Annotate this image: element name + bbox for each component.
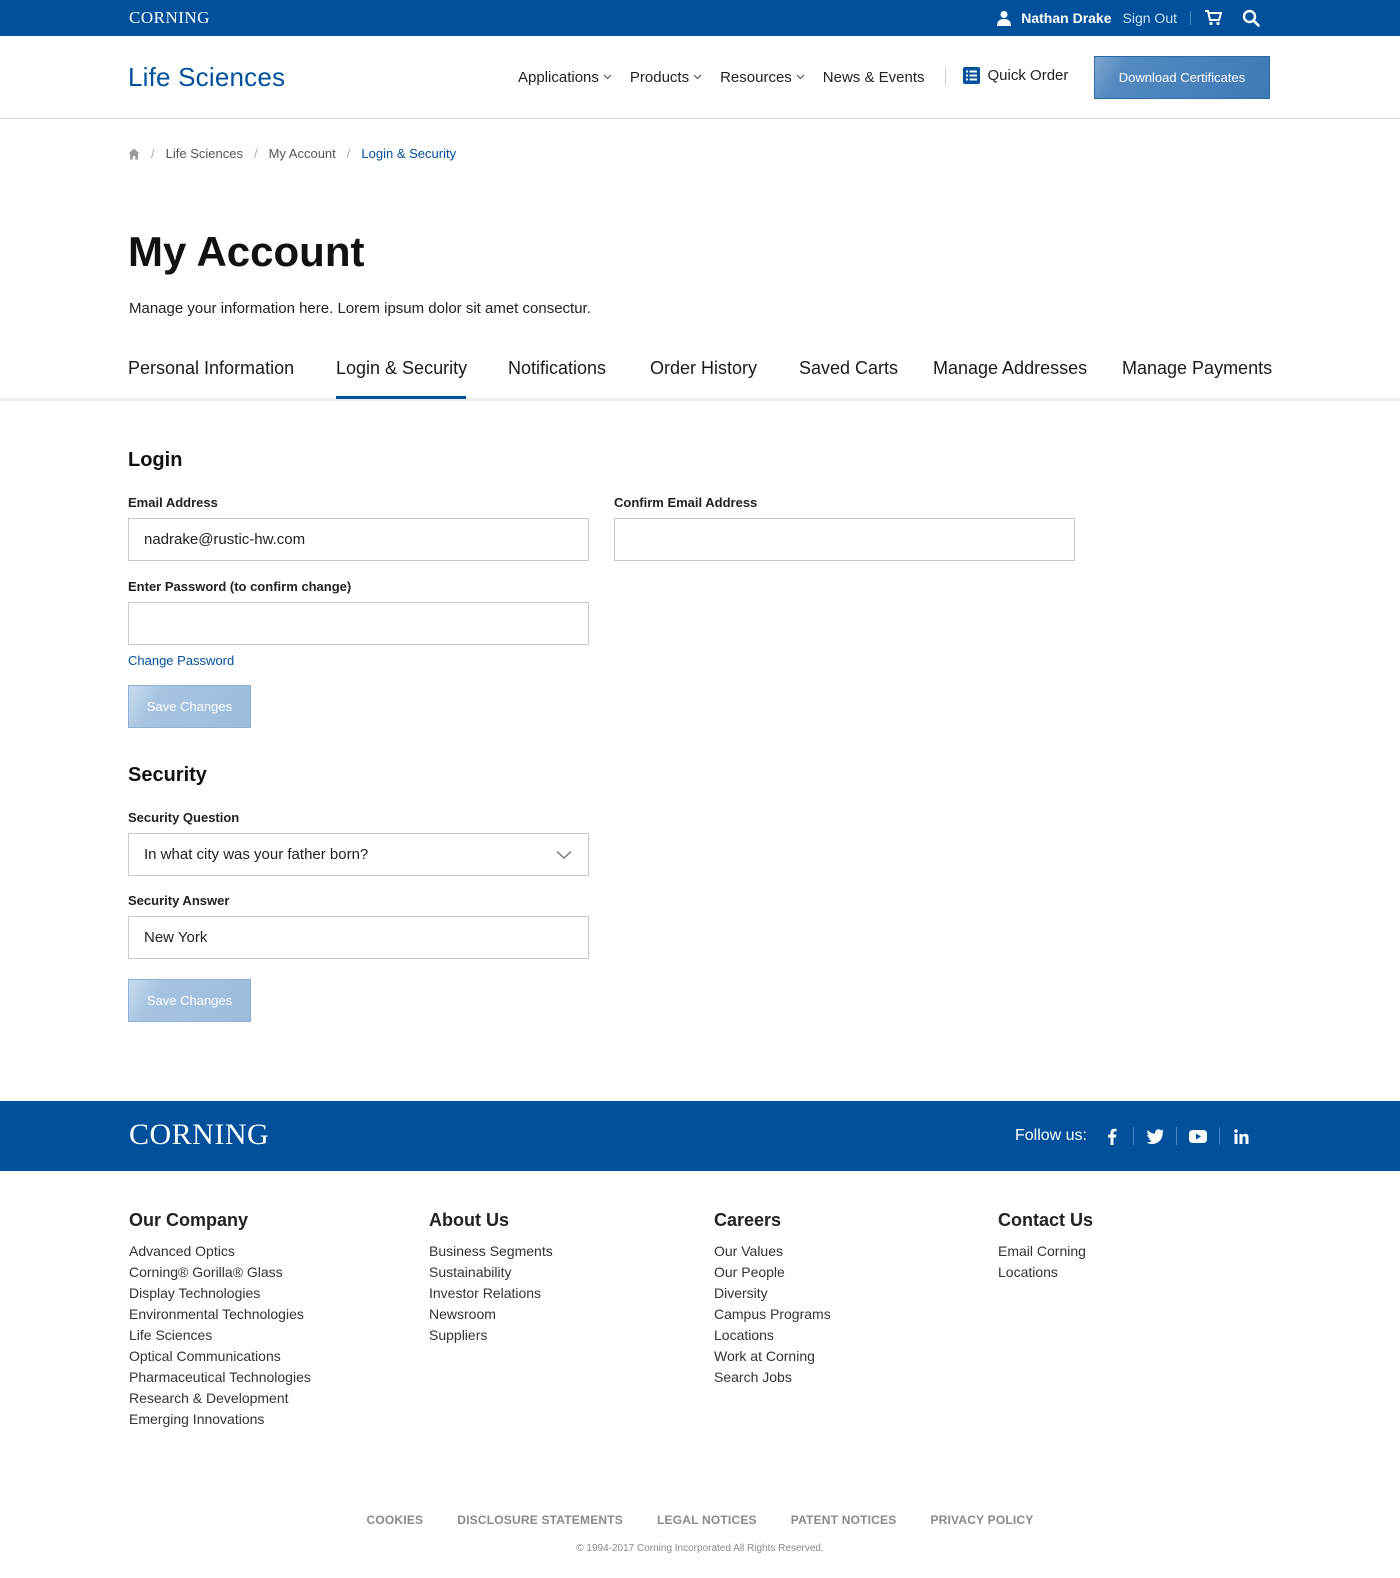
nav-products[interactable] bbox=[630, 69, 702, 86]
tab-notifications[interactable]: Notifications bbox=[508, 358, 607, 378]
main-nav bbox=[518, 68, 1068, 86]
chevron-down-icon bbox=[556, 850, 572, 860]
footer-link[interactable]: Corning® Gorilla® Glass bbox=[129, 1264, 283, 1280]
legal-link[interactable]: PATENT NOTICES bbox=[790, 1513, 897, 1527]
user-area bbox=[996, 0, 1260, 36]
cart-icon[interactable] bbox=[1204, 10, 1222, 26]
security-question-select[interactable] bbox=[128, 833, 589, 876]
breadcrumb-current[interactable]: Login & Security bbox=[361, 146, 457, 161]
nav-resources[interactable] bbox=[720, 69, 805, 86]
security-section-title: Security bbox=[128, 764, 207, 786]
twitter-icon[interactable] bbox=[1146, 1127, 1164, 1145]
footer-column-title: Careers bbox=[714, 1210, 782, 1230]
nav-label: News & Events bbox=[822, 68, 925, 86]
change-password-link[interactable]: Change Password bbox=[128, 653, 235, 668]
breadcrumb-separator: / bbox=[346, 146, 351, 161]
chevron-down-icon bbox=[693, 74, 702, 80]
footer-link[interactable]: Sustainability bbox=[429, 1264, 512, 1280]
nav-applications[interactable] bbox=[518, 69, 612, 86]
corning-logo[interactable]: CORNING bbox=[129, 8, 210, 27]
breadcrumb-item[interactable]: My Account bbox=[268, 146, 336, 161]
legal-links bbox=[0, 1513, 1400, 1527]
legal-link[interactable]: LEGAL NOTICES bbox=[657, 1513, 757, 1527]
footer-link[interactable]: Newsroom bbox=[429, 1306, 496, 1322]
divider bbox=[1219, 1127, 1220, 1145]
breadcrumb-separator: / bbox=[151, 146, 155, 161]
sign-out-link[interactable]: Sign Out bbox=[1122, 10, 1177, 26]
user-icon[interactable] bbox=[996, 10, 1012, 26]
breadcrumb bbox=[128, 146, 456, 161]
divider bbox=[1190, 11, 1191, 25]
login-section-title: Login bbox=[128, 449, 183, 471]
nav-divider bbox=[945, 68, 946, 86]
account-tabs bbox=[0, 352, 1400, 401]
nav-label: Applications bbox=[518, 68, 599, 86]
footer-link[interactable]: Business Segments bbox=[429, 1243, 553, 1259]
follow-us bbox=[1015, 1101, 1250, 1171]
footer-link[interactable]: Locations bbox=[714, 1327, 774, 1343]
breadcrumb-item[interactable]: Life Sciences bbox=[165, 146, 243, 161]
confirm-email-label: Confirm Email Address bbox=[614, 495, 758, 510]
security-save-button[interactable]: Save Changes bbox=[128, 979, 251, 1022]
search-icon[interactable] bbox=[1242, 9, 1260, 27]
tab-manage-addresses[interactable]: Manage Addresses bbox=[933, 358, 1088, 378]
footer-link[interactable]: Investor Relations bbox=[429, 1285, 542, 1301]
footer-column-title: About Us bbox=[429, 1210, 509, 1230]
quick-order-label: Quick Order bbox=[987, 66, 1069, 84]
footer-bar bbox=[0, 1101, 1400, 1171]
footer-link[interactable]: Work at Corning bbox=[714, 1348, 815, 1364]
copyright: © 1994-2017 Corning Incorporated All Rights Reserved. bbox=[576, 1543, 824, 1554]
footer-link[interactable]: Life Sciences bbox=[129, 1327, 213, 1343]
linkedin-icon[interactable] bbox=[1232, 1127, 1250, 1145]
chevron-down-icon bbox=[796, 74, 805, 80]
tab-saved-carts[interactable]: Saved Carts bbox=[799, 358, 899, 378]
chevron-down-icon bbox=[603, 74, 612, 80]
footer-column-title: Contact Us bbox=[998, 1210, 1094, 1230]
tab-login-security[interactable]: Login & Security bbox=[336, 358, 468, 378]
footer-link[interactable]: Advanced Optics bbox=[129, 1243, 235, 1259]
footer-link[interactable]: Research & Development bbox=[129, 1390, 289, 1406]
site-title[interactable]: Life Sciences bbox=[128, 62, 286, 92]
login-save-button[interactable]: Save Changes bbox=[128, 685, 251, 728]
youtube-icon[interactable] bbox=[1189, 1127, 1207, 1145]
tab-order-history[interactable]: Order History bbox=[650, 358, 758, 378]
site-header bbox=[0, 36, 1400, 119]
nav-label: Products bbox=[629, 68, 690, 86]
home-icon[interactable] bbox=[128, 148, 140, 160]
confirm-email-field[interactable] bbox=[614, 518, 1075, 561]
list-icon bbox=[963, 67, 980, 84]
top-bar bbox=[0, 0, 1400, 36]
footer-link[interactable]: Locations bbox=[998, 1264, 1058, 1280]
breadcrumb-separator: / bbox=[253, 146, 258, 161]
legal-link[interactable]: PRIVACY POLICY bbox=[930, 1513, 1034, 1527]
quick-order-link[interactable] bbox=[963, 67, 1069, 84]
tab-manage-payments[interactable]: Manage Payments bbox=[1122, 358, 1273, 378]
follow-label: Follow us: bbox=[1014, 1127, 1087, 1144]
security-question-value: In what city was your father born? bbox=[144, 846, 369, 863]
footer-link[interactable]: Pharmaceutical Technologies bbox=[129, 1369, 311, 1385]
footer-link[interactable]: Campus Programs bbox=[714, 1306, 831, 1322]
divider bbox=[1133, 1127, 1134, 1145]
legal-link[interactable]: DISCLOSURE STATEMENTS bbox=[457, 1513, 624, 1527]
footer-link[interactable]: Our Values bbox=[714, 1243, 783, 1259]
footer-link[interactable]: Display Technologies bbox=[129, 1285, 261, 1301]
security-answer-label: Security Answer bbox=[128, 893, 230, 908]
legal-link[interactable]: COOKIES bbox=[366, 1513, 424, 1527]
footer-link[interactable]: Our People bbox=[714, 1264, 785, 1280]
nav-news-events[interactable] bbox=[823, 69, 925, 86]
facebook-icon[interactable] bbox=[1103, 1127, 1121, 1145]
security-answer-field[interactable]: New York bbox=[128, 916, 589, 959]
email-label: Email Address bbox=[128, 495, 218, 510]
password-field[interactable] bbox=[128, 602, 589, 645]
footer-column-contact-us bbox=[998, 1210, 1093, 1283]
password-label: Enter Password (to confirm change) bbox=[128, 579, 352, 594]
footer-link[interactable]: Search Jobs bbox=[714, 1369, 792, 1385]
divider bbox=[1176, 1127, 1177, 1145]
active-tab-indicator bbox=[336, 396, 466, 399]
footer-link[interactable]: Environmental Technologies bbox=[129, 1306, 304, 1322]
tab-personal-information[interactable]: Personal Information bbox=[128, 358, 295, 378]
footer-column-title: Our Company bbox=[129, 1210, 249, 1230]
security-question-label: Security Question bbox=[128, 810, 240, 825]
footer-link[interactable]: Emerging Innovations bbox=[129, 1411, 265, 1427]
nav-label: Resources bbox=[720, 68, 792, 86]
footer-corning-logo[interactable]: CORNING bbox=[129, 1118, 270, 1151]
footer-link[interactable]: Optical Communications bbox=[129, 1348, 281, 1364]
page-title: My Account bbox=[128, 228, 365, 275]
user-name[interactable]: Nathan Drake bbox=[1021, 10, 1112, 26]
footer-column-our-company bbox=[129, 1210, 311, 1430]
email-field[interactable]: nadrake@rustic-hw.com bbox=[128, 518, 589, 561]
footer-link[interactable]: Diversity bbox=[714, 1285, 768, 1301]
footer-column-about-us bbox=[429, 1210, 553, 1346]
footer-column-careers bbox=[714, 1210, 831, 1388]
footer-link[interactable]: Suppliers bbox=[429, 1327, 488, 1343]
page-subtitle: Manage your information here. Lorem ipsum dolor sit amet consectur. bbox=[129, 300, 591, 317]
footer-link[interactable]: Email Corning bbox=[998, 1243, 1086, 1259]
download-certificates-button[interactable]: Download Certificates bbox=[1094, 56, 1270, 99]
